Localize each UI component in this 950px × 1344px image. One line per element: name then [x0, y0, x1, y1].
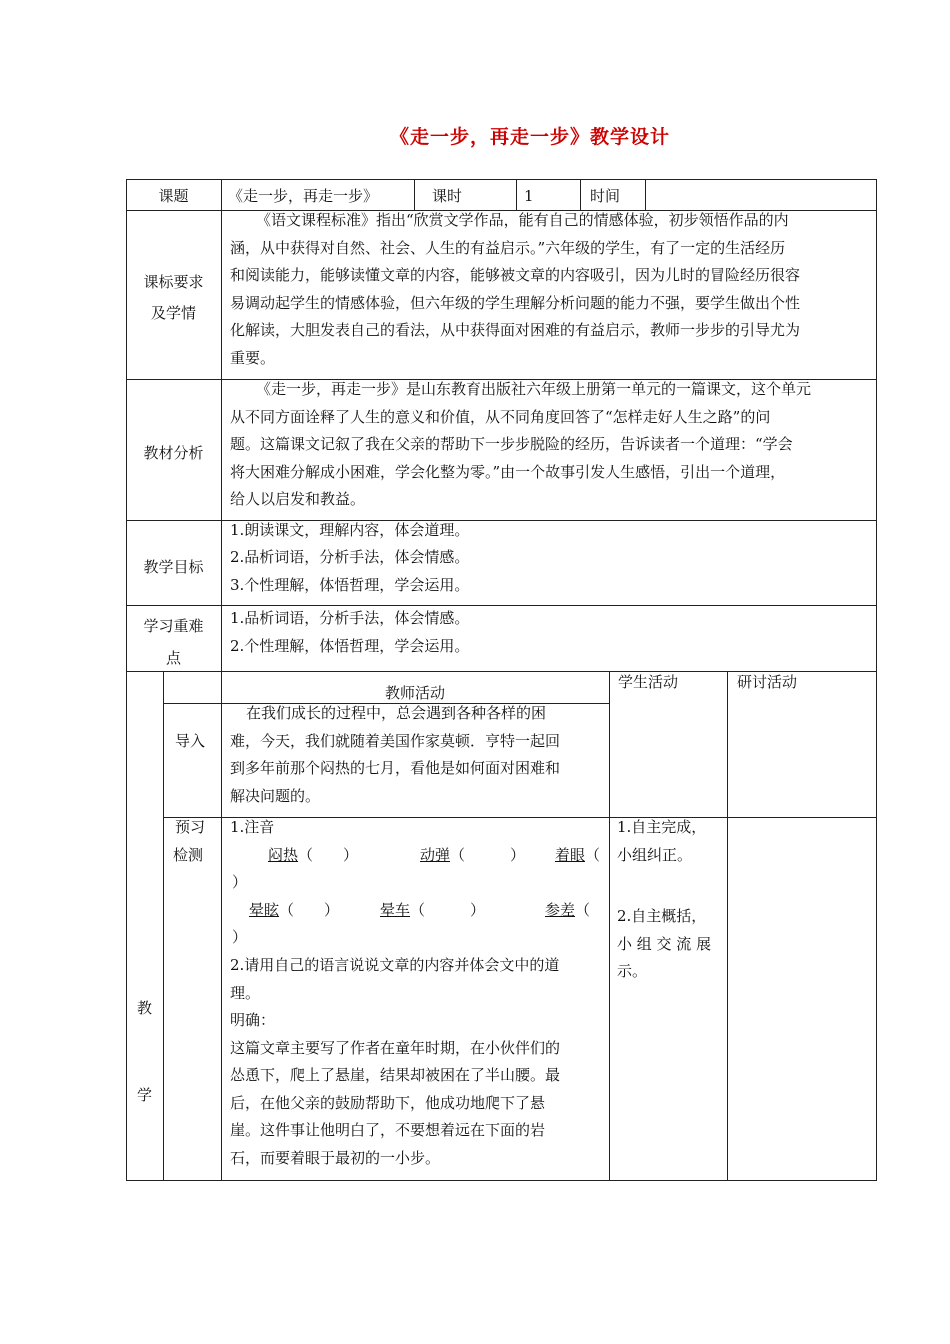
word-item: 动弹（ ） — [420, 846, 526, 864]
col-teacher-header: 教师活动 — [384, 684, 445, 702]
clarify-label: 明确： — [230, 1011, 276, 1029]
word-item: 晕眩（ ） — [249, 901, 340, 919]
key-point-item: 1.品析词语，分析手法，体会情感。 — [230, 609, 470, 627]
word-item: 着眼（ — [555, 846, 601, 864]
intro-label: 导入 — [175, 732, 206, 750]
content-question: 2.请用自己的语言说说文章的内容并体会文中的道 — [230, 956, 560, 974]
preview-label-1: 预习 — [175, 818, 206, 836]
topic-value: 《走一步，再走一步》 — [228, 187, 379, 205]
preview-label-2: 检测 — [173, 846, 204, 864]
goal-item: 3.个性理解，体悟哲理，学会运用。 — [230, 576, 470, 594]
document-title: 《走一步，再走一步》教学设计 — [389, 126, 670, 148]
standards-label-2: 及学情 — [150, 304, 196, 322]
word-item: 参差（ — [545, 901, 591, 919]
key-points-label-2: 点 — [165, 649, 181, 667]
word-item: 晕车（ ） — [380, 901, 486, 919]
teaching-side-label-2: 学 — [136, 1086, 152, 1104]
close-paren: ） — [232, 928, 248, 946]
teaching-side-label-1: 教 — [136, 999, 152, 1017]
col-research-header: 研讨活动 — [737, 673, 798, 691]
topic-label: 课题 — [158, 187, 189, 205]
pinyin-question: 1.注音 — [230, 818, 275, 836]
goal-item: 1.朗读课文，理解内容，体会道理。 — [230, 521, 470, 539]
standards-label-1: 课标要求 — [143, 273, 204, 291]
close-paren: ） — [232, 873, 248, 891]
time-label: 时间 — [590, 187, 621, 205]
col-student-header: 学生活动 — [618, 673, 679, 691]
key-points-label-1: 学习重难 — [143, 617, 204, 635]
analysis-label: 教材分析 — [143, 444, 204, 462]
hours-label: 课时 — [432, 187, 463, 205]
key-point-item: 2.个性理解，体悟哲理，学会运用。 — [230, 637, 470, 655]
hours-value: 1 — [524, 187, 534, 205]
goal-item: 2.品析词语，分析手法，体会情感。 — [230, 548, 470, 566]
word-item: 闷热（ ） — [268, 846, 359, 864]
goals-label: 教学目标 — [143, 558, 204, 576]
